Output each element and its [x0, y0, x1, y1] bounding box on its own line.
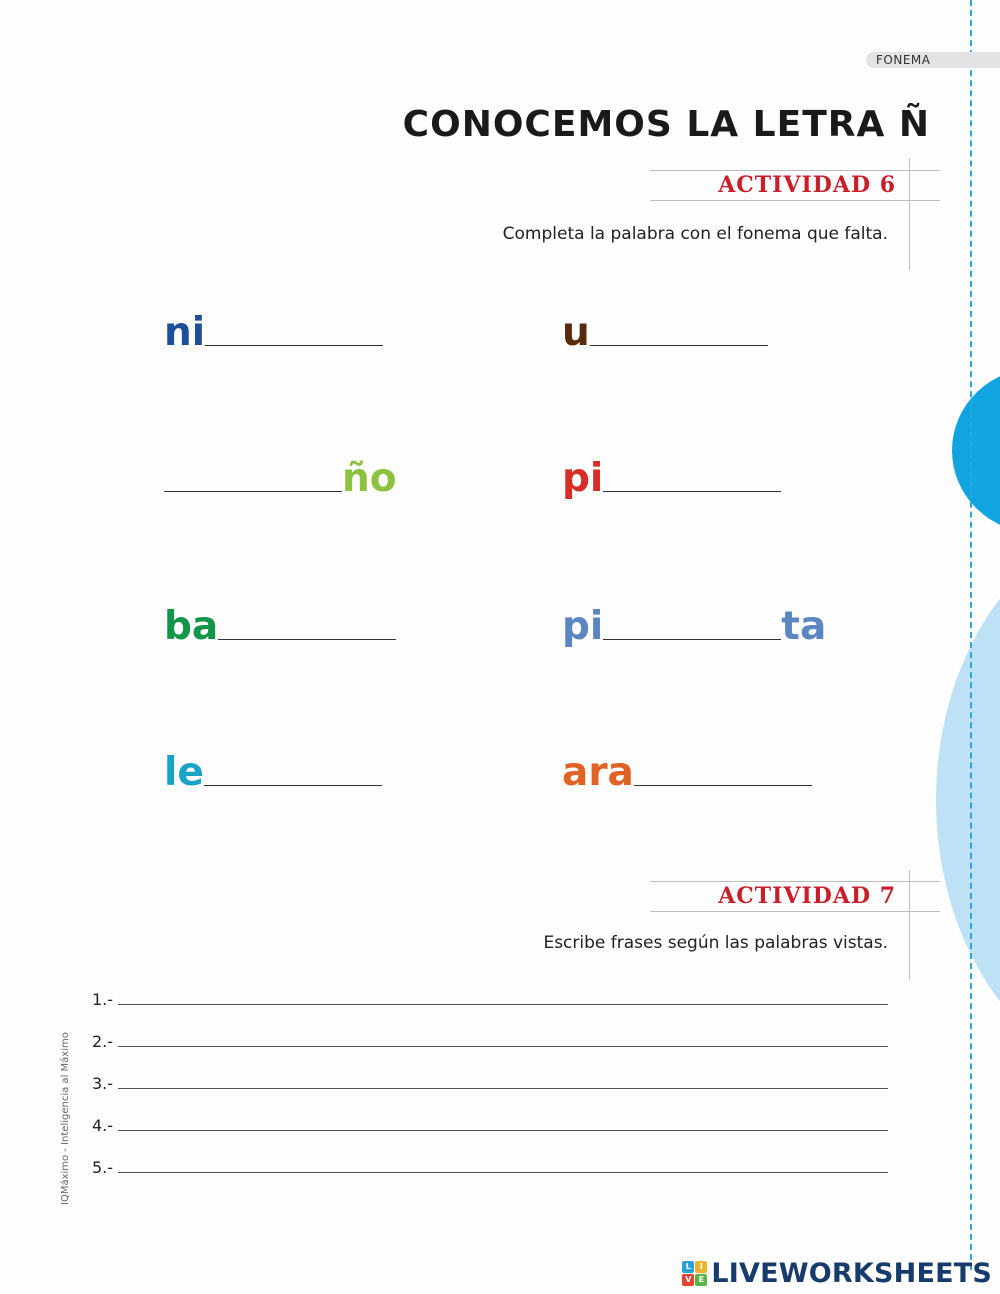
fill-blank[interactable] [164, 491, 342, 492]
sentence-row [92, 1032, 888, 1051]
page-title: CONOCEMOS LA LETRA Ñ [402, 104, 930, 145]
sentence-row [92, 1158, 888, 1177]
decorative-circle-blue [952, 368, 1000, 533]
row-number: 1.- [92, 990, 114, 1009]
word-prefix: u [562, 310, 590, 355]
sentence-input[interactable] [118, 1088, 888, 1089]
row-number: 5.- [92, 1158, 114, 1177]
word-item [562, 456, 781, 502]
word-item [164, 604, 396, 650]
divider [909, 158, 910, 270]
row-number: 4.- [92, 1116, 114, 1135]
word-prefix: pi [562, 604, 604, 649]
word-item [164, 456, 397, 502]
word-item [562, 750, 812, 796]
section-tag: FONEMA [866, 52, 1000, 68]
sentence-row [92, 1074, 888, 1093]
word-item [562, 604, 826, 650]
activity-7-label: ACTIVIDAD 7 [718, 883, 896, 909]
liveworksheets-logo [682, 1258, 992, 1289]
divider [650, 911, 940, 912]
divider [650, 881, 940, 882]
word-prefix: ba [164, 604, 219, 649]
sentence-row [92, 990, 888, 1009]
fill-blank[interactable] [218, 639, 396, 640]
word-suffix: ta [781, 604, 827, 649]
word-prefix: le [164, 750, 204, 795]
logo-mark-icon: L I V E [682, 1261, 707, 1286]
sentence-input[interactable] [118, 1046, 888, 1047]
word-item [562, 310, 768, 356]
sentence-input[interactable] [118, 1130, 888, 1131]
divider [650, 170, 940, 171]
fill-blank[interactable] [204, 785, 382, 786]
fill-blank[interactable] [590, 345, 768, 346]
word-prefix: ara [562, 750, 634, 795]
sentence-row [92, 1116, 888, 1135]
fill-blank[interactable] [634, 785, 812, 786]
divider [909, 870, 910, 980]
fill-blank[interactable] [205, 345, 383, 346]
fill-blank[interactable] [603, 639, 781, 640]
publisher-credit: IQMáximo - Inteligencia al Máximo [60, 1032, 71, 1205]
word-prefix: pi [562, 456, 604, 501]
row-number: 2.- [92, 1032, 114, 1051]
divider [650, 200, 940, 201]
fill-blank[interactable] [603, 491, 781, 492]
word-suffix: ño [342, 456, 397, 501]
word-item [164, 750, 382, 796]
activity-6-instruction: Completa la palabra con el fonema que falta. [502, 224, 888, 244]
cut-line [970, 0, 972, 1270]
sentence-input[interactable] [118, 1004, 888, 1005]
sentence-input[interactable] [118, 1172, 888, 1173]
row-number: 3.- [92, 1074, 114, 1093]
word-item [164, 310, 383, 356]
activity-7-instruction: Escribe frases según las palabras vistas. [543, 933, 888, 953]
activity-6-label: ACTIVIDAD 6 [718, 172, 896, 198]
logo-text: LIVEWORKSHEETS [711, 1258, 992, 1289]
decorative-circle-large [936, 520, 1000, 1080]
word-prefix: ni [164, 310, 206, 355]
